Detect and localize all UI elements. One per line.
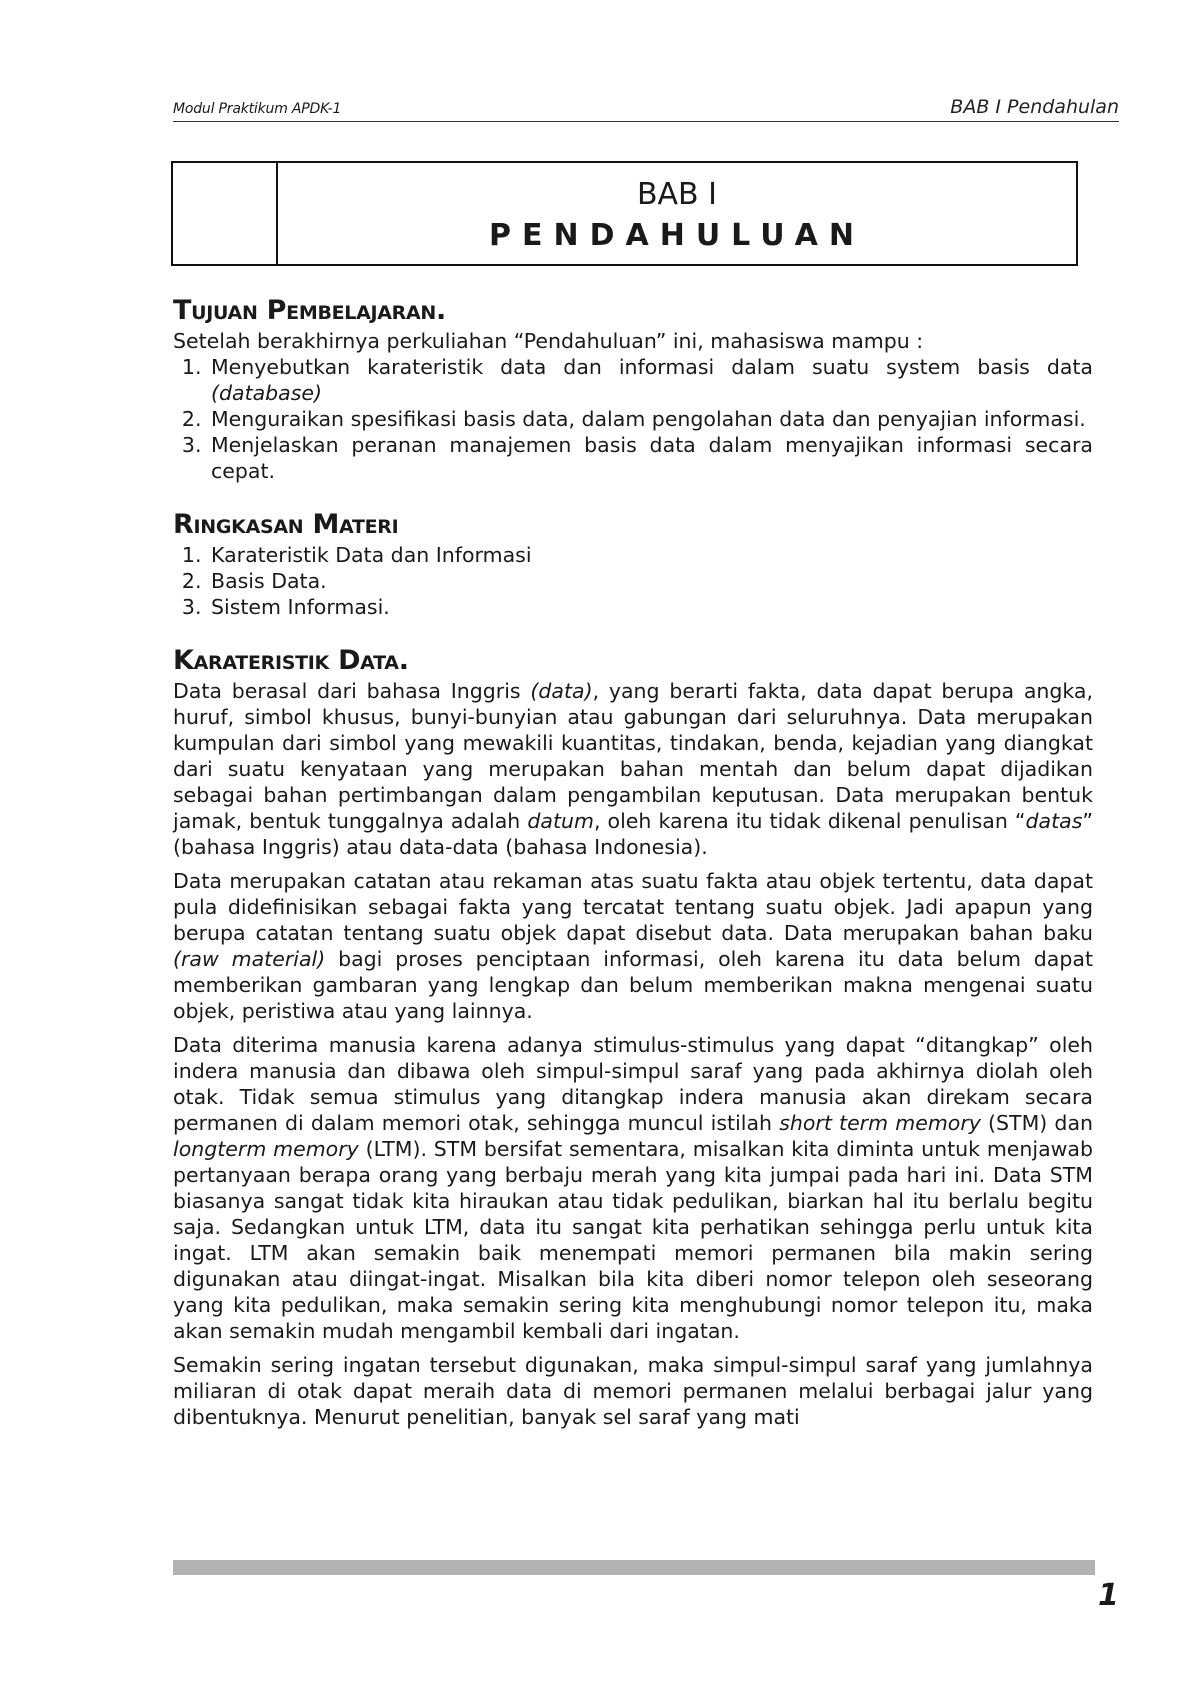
list-item: 3. Sistem Informasi. — [208, 594, 1093, 620]
paragraph-3: Data diterima manusia karena adanya stimulus-stimulus yang dapat “ditangkap” oleh indera manusia dan dibawa oleh simpul-simpul saraf yang pada akhirnya diolah oleh otak. Tidak semua stimulus yang ditangkap indera manusia akan direkam secara permanen di dalam memori otak, sehingga muncul istilah short term memory (STM) dan longterm memory (LTM). STM bersifat sementara, misalkan kita diminta untuk menjawab pertanyaan berapa orang yang berbaju merah yang kita jumpai pada hari ini. Data STM biasanya sangat tidak kita hiraukan atau tidak pedulikan, biarkan hal itu berlalu begitu saja. Sedangkan untuk LTM, data itu sangat kita perhatikan sehingga perlu untuk kita ingat. LTM akan semakin baik menempati memori permanen bila makin sering digunakan atau diingat-ingat. Misalkan bila kita diberi nomor telepon oleh seseorang yang kita pedulikan, maka semakin sering kita menghubungi nomor telepon itu, maka akan semakin mudah mengambil kembali dari ingatan. — [173, 1033, 1093, 1343]
list-item: 2. Basis Data. — [208, 568, 1093, 594]
chapter-number: BAB I — [636, 177, 718, 212]
chapter-title-box — [171, 161, 1078, 266]
page-content — [173, 294, 1093, 1430]
section-heading-ringkasan: Ringkasan Materi — [173, 509, 399, 540]
list-item: 2. Menguraikan spesifikasi basis data, dalam pengolahan data dan penyajian informasi. — [208, 406, 1093, 432]
tujuan-intro: Setelah berakhirnya perkuliahan “Pendahuluan” ini, mahasiswa mampu : — [173, 329, 924, 353]
tujuan-list — [173, 354, 1093, 484]
footer-bar — [173, 1560, 1095, 1575]
header-chapter-title: BAB I Pendahulan — [950, 96, 1119, 118]
list-item: 1. Karateristik Data dan Informasi — [208, 542, 1093, 568]
list-item: 3. Menjelaskan peranan manajemen basis data dalam menyajikan informasi secara cepat. — [208, 432, 1093, 484]
page-number: 1 — [1098, 1578, 1119, 1613]
section-heading-tujuan: Tujuan Pembelajaran. — [173, 295, 446, 326]
section-heading-karateristik: Karateristik Data. — [173, 645, 409, 676]
page-header — [173, 95, 1119, 122]
paragraph-4: Semakin sering ingatan tersebut digunakan, maka simpul-simpul saraf yang jumlahnya miliaran di otak dapat meraih data di memori permanen melalui berbagai jalur yang dibentuknya. Menurut penelitian, banyak sel saraf yang mati — [173, 1353, 1093, 1429]
chapter-title: PENDAHULUAN — [489, 218, 865, 253]
paragraph-2: Data merupakan catatan atau rekaman atas suatu fakta atau objek tertentu, data dapat pula didefinisikan sebagai fakta yang tercatat tentang suatu objek. Jadi apapun yang berupa catatan tentang suatu objek dapat disebut data. Data merupakan bahan baku (raw material) bagi proses penciptaan informasi, oleh karena itu data belum dapat memberikan gambaran yang lengkap dan belum memberikan makna mengenai suatu objek, peristiwa atau yang lainnya. — [173, 869, 1093, 1023]
ringkasan-list — [173, 542, 1093, 620]
paragraph-1: Data berasal dari bahasa Inggris (data), yang berarti fakta, data dapat berupa angka, huruf, simbol khusus, bunyi-bunyian atau gabungan dari seluruhnya. Data merupakan kumpulan dari simbol yang mewakili kuantitas, tindakan, benda, kejadian yang diangkat dari suatu kenyataan yang merupakan bahan mentah dan belum dapat dijadikan sebagai bahan pertimbangan dalam pengambilan keputusan. Data merupakan bentuk jamak, bentuk tunggalnya adalah datum, oleh karena itu tidak dikenal penulisan “datas” (bahasa Inggris) atau data-data (bahasa Indonesia). — [173, 679, 1093, 859]
header-module-title: Modul Praktikum APDK-1 — [173, 101, 342, 117]
list-item: 1. Menyebutkan karateristik data dan informasi dalam suatu system basis data (database) — [208, 354, 1093, 406]
